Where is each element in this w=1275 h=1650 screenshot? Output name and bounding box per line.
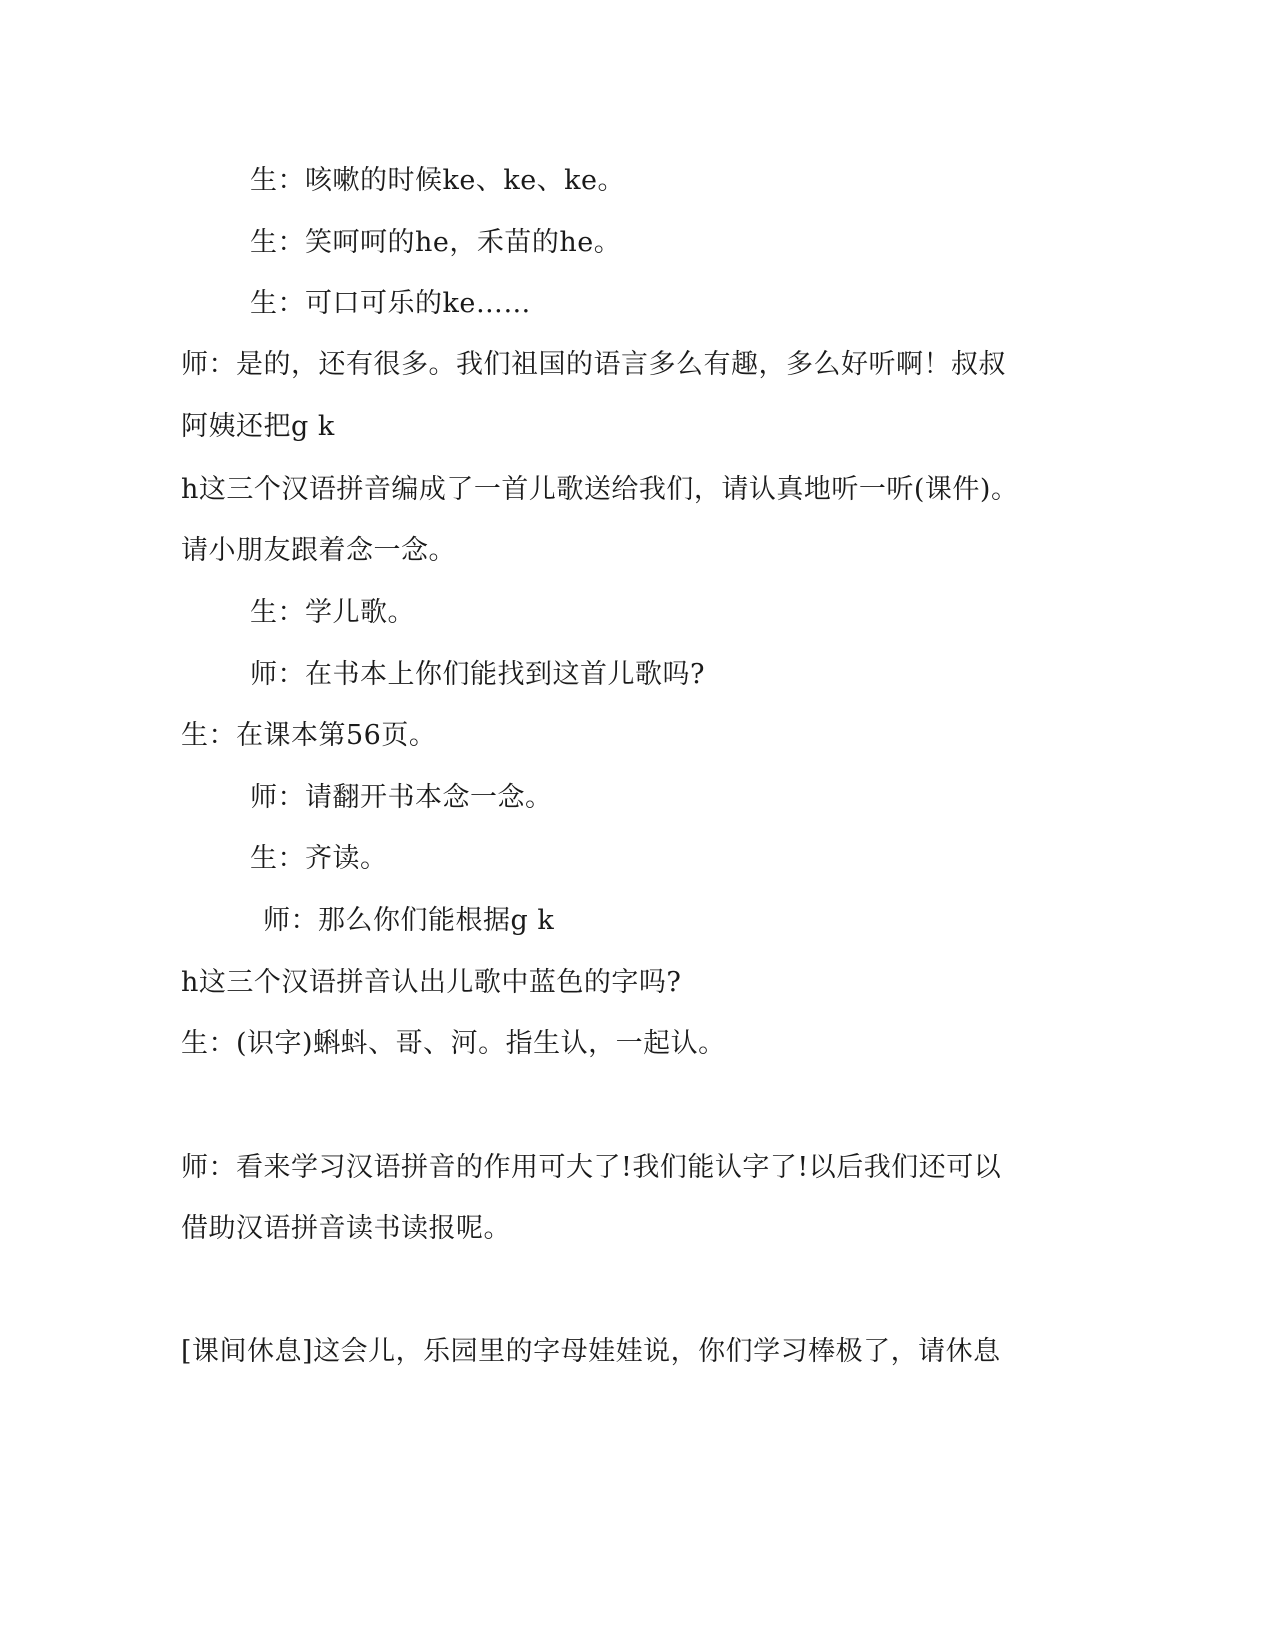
dialogue-line: 师：是的，还有很多。我们祖国的语言多么有趣，多么好听啊！叔叔 bbox=[181, 349, 1006, 380]
dialogue-line: 借助汉语拼音读书读报呢。 bbox=[181, 1213, 511, 1244]
dialogue-line: 生：笑呵呵的he，禾苗的he。 bbox=[250, 227, 622, 258]
dialogue-line: [课间休息]这会儿，乐园里的字母娃娃说，你们学习棒极了，请休息 bbox=[181, 1336, 1001, 1367]
dialogue-line: 师：看来学习汉语拼音的作用可大了!我们能认字了!以后我们还可以 bbox=[181, 1152, 1002, 1183]
dialogue-line: 师：那么你们能根据g k bbox=[263, 905, 555, 936]
dialogue-line: 生：学儿歌。 bbox=[250, 597, 415, 628]
dialogue-line: 师：在书本上你们能找到这首儿歌吗? bbox=[250, 659, 705, 690]
dialogue-line: 生：齐读。 bbox=[250, 843, 388, 874]
dialogue-line: 阿姨还把g k bbox=[181, 411, 335, 442]
dialogue-line: 师：请翻开书本念一念。 bbox=[250, 782, 553, 813]
dialogue-line: 生：咳嗽的时候ke、ke、ke。 bbox=[250, 165, 626, 196]
dialogue-line: 生：(识字)蝌蚪、哥、河。指生认，一起认。 bbox=[181, 1028, 726, 1059]
dialogue-line: 生：可口可乐的ke…… bbox=[250, 288, 531, 319]
dialogue-line: 生：在课本第56页。 bbox=[181, 720, 437, 751]
dialogue-line: 请小朋友跟着念一念。 bbox=[181, 535, 456, 566]
dialogue-line: h这三个汉语拼音编成了一首儿歌送给我们，请认真地听一听(课件)。 bbox=[181, 474, 1019, 505]
dialogue-line: h这三个汉语拼音认出儿歌中蓝色的字吗? bbox=[181, 967, 682, 998]
